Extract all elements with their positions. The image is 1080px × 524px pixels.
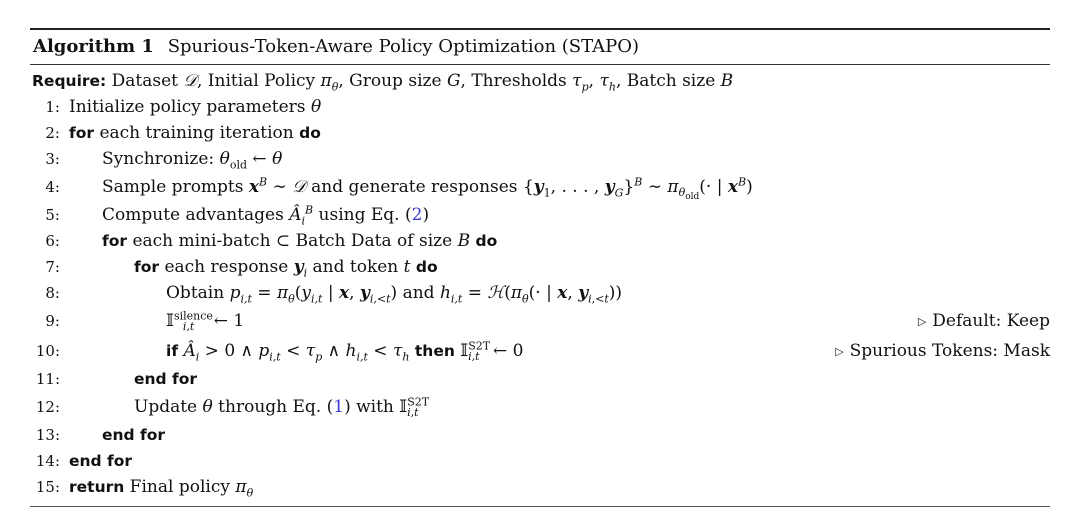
for-keyword: for	[134, 258, 160, 276]
require-text-5: , Batch size	[615, 71, 721, 91]
line-text: and token	[307, 257, 404, 277]
algo-line-6: 6: for each mini-batch ⊂ Batch Data of size B do	[30, 228, 1050, 254]
line-text: each response	[159, 257, 294, 277]
require-text-4: , Thresholds	[460, 71, 573, 91]
line-text: each training iteration	[94, 123, 300, 143]
for-keyword: for	[69, 124, 95, 142]
equation-ref-2[interactable]: 2	[411, 205, 423, 225]
algo-line-4: 4: Sample prompts $x^B$ ∼ 𝒟 and generate responses {$y_1$, . . . , $y_G\}^B$ ∼ $\pi_{\theta_{old}}(\cdot$ | $x^B$)	[30, 172, 1050, 202]
line-text: Initialize policy parameters	[69, 97, 311, 117]
line-text: )	[422, 205, 430, 225]
line-number: 2:	[45, 124, 60, 142]
algo-line-5: 5: Compute advantages $Â_i^B$ using Eq. (2)	[30, 202, 1050, 228]
end-for-keyword: end for	[69, 452, 133, 470]
comment-text: Spurious Tokens: Mask	[849, 341, 1050, 361]
line-number: 8:	[45, 284, 60, 302]
algo-line-14	[30, 448, 1050, 474]
do-keyword: do	[475, 232, 498, 250]
require-text-1: Dataset	[111, 71, 184, 91]
algo-line-3: 3: Synchronize: $\theta_{old}$ ← θ	[30, 146, 1050, 172]
line-text: Compute advantages	[102, 205, 290, 225]
line-number: 6:	[45, 232, 60, 250]
algorithm-lines	[30, 65, 1050, 500]
algo-line-15: 15: return Final policy $\pi_\theta$	[30, 474, 1050, 500]
require-line: Require: Dataset 𝒟, Initial Policy $\pi_\theta$, Group size G, Thresholds $\tau_p$, $\tau_h$, Batch size B	[32, 71, 734, 94]
for-keyword: for	[102, 232, 128, 250]
line-number: 14:	[35, 452, 60, 470]
line-number: 4:	[45, 178, 60, 196]
line-number: 10:	[35, 342, 60, 360]
line-text: and	[397, 283, 440, 303]
algo-line-11	[30, 366, 1050, 392]
algo-line-1: 1: Initialize policy parameters θ	[30, 94, 1050, 120]
algo-line-9: 9: 𝕀$^{silence}_{i,t}$ ← 1 ▷ Default: Keep	[30, 306, 1050, 336]
equation-ref-1[interactable]: 1	[333, 397, 345, 417]
algorithm-box	[30, 28, 1050, 507]
return-keyword: return	[69, 478, 125, 496]
line-text: through Eq. (	[212, 397, 334, 417]
comment-text: Default: Keep	[932, 311, 1050, 331]
line-text: ) with	[344, 397, 400, 417]
then-keyword: then	[414, 342, 455, 360]
line-text: each mini-batch ⊂ Batch Data of size	[127, 231, 458, 251]
algo-line-13	[30, 422, 1050, 448]
end-for-keyword: end for	[102, 426, 166, 444]
algo-line-12: 12: Update θ through Eq. (1) with 𝕀$^{S2T}_{i,t}$	[30, 392, 1050, 422]
require-text-2: , Initial Policy	[197, 71, 321, 91]
algo-line-10: 10: if $Â_i > 0$ ∧ $p_{i,t} < \tau_p$ ∧ $h_{i,t} < \tau_h$ then 𝕀$^{S2T}_{i,t}$ ← 0 ▷ Spurious Tokens: Mask	[30, 336, 1050, 366]
do-keyword: do	[299, 124, 321, 142]
line-number: 12:	[35, 398, 60, 416]
end-for-keyword: end for	[134, 370, 198, 388]
line-number: 1:	[45, 98, 60, 116]
line-text: and generate responses	[305, 177, 523, 197]
triangle-right-icon: ▷	[917, 315, 927, 328]
algo-line-2	[30, 120, 1050, 146]
line-text: Sample prompts	[102, 177, 249, 197]
algorithm-title	[30, 30, 1050, 64]
bottom-rule	[30, 506, 1050, 507]
algorithm-label: Algorithm 1	[33, 36, 154, 57]
require-text-3: , Group size	[338, 71, 447, 91]
require-keyword: Require:	[32, 72, 107, 90]
triangle-right-icon: ▷	[835, 345, 844, 358]
do-keyword: do	[415, 258, 438, 276]
algo-line-7: 7: for each response $y_i$ and token t do	[30, 254, 1050, 280]
line-text: Obtain	[166, 283, 230, 303]
line-number: 3:	[45, 150, 60, 168]
line-text: Update	[134, 397, 203, 417]
line-number: 13:	[35, 426, 60, 444]
algorithm-name: Spurious-Token-Aware Policy Optimization (STAPO)	[167, 36, 640, 57]
line-number: 5:	[45, 206, 60, 224]
line-number: 7:	[45, 258, 60, 276]
line-number: 11:	[35, 370, 60, 388]
comment-spurious-mask	[835, 336, 1050, 368]
comment-default-keep	[918, 306, 1050, 338]
algo-line-8: 8: Obtain $p_{i,t} = \pi_\theta(y_{i,t}$ | x, $y_{i,<t}$) and $h_{i,t}$ = $ℋ(\pi_\theta(\cdot$ | x, $y_{i,<t}$))	[30, 280, 1050, 306]
line-number: 15:	[35, 478, 60, 496]
line-number: 9:	[45, 312, 60, 330]
line-text: using Eq. (	[313, 205, 412, 225]
line-text: Synchronize:	[102, 149, 220, 169]
if-keyword: if	[166, 342, 179, 360]
line-text: Final policy	[124, 477, 236, 497]
